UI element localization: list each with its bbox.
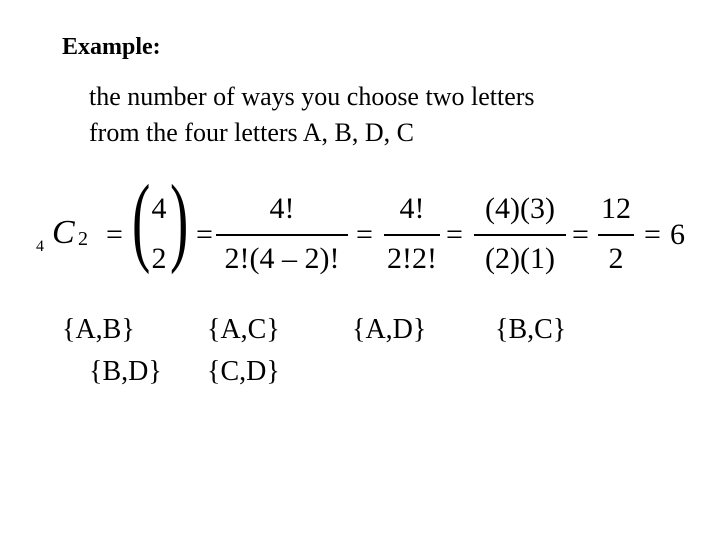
fraction-3-numerator: (4)(3) bbox=[485, 192, 555, 225]
combination-set: {B,C} bbox=[495, 314, 567, 345]
combination-set: {A,D} bbox=[352, 314, 427, 345]
binomial-right-paren: ) bbox=[170, 164, 189, 275]
formula-combination-letter: C bbox=[52, 214, 75, 251]
description-line-2: from the four letters A, B, D, C bbox=[89, 118, 414, 147]
fraction-4-denominator: 2 bbox=[608, 242, 624, 275]
binomial-top: 4 bbox=[151, 192, 167, 225]
example-heading: Example: bbox=[62, 34, 161, 60]
description-line-1: the number of ways you choose two letters bbox=[89, 82, 535, 111]
combination-set: {B,D} bbox=[89, 356, 162, 387]
combination-set: {C,D} bbox=[207, 356, 280, 387]
equals-sign: = bbox=[196, 218, 213, 251]
formula-pre-subscript: 4 bbox=[36, 238, 44, 255]
equals-sign: = bbox=[446, 218, 463, 251]
fraction-2-bar bbox=[384, 234, 440, 236]
equals-sign: = bbox=[356, 218, 373, 251]
fraction-3-bar bbox=[474, 234, 566, 236]
fraction-3-denominator: (2)(1) bbox=[485, 242, 555, 275]
binomial-left-paren: ( bbox=[132, 164, 151, 275]
fraction-4-numerator: 12 bbox=[601, 192, 631, 225]
equals-sign: = bbox=[106, 218, 123, 251]
fraction-1-denominator: 2!(4 – 2)! bbox=[224, 242, 340, 275]
fraction-1-bar bbox=[216, 234, 348, 236]
binomial-bottom: 2 bbox=[151, 242, 167, 275]
fraction-1-numerator: 4! bbox=[269, 192, 295, 225]
combination-set: {A,B} bbox=[62, 314, 135, 345]
combination-formula bbox=[34, 164, 714, 286]
fraction-2-denominator: 2!2! bbox=[387, 242, 437, 275]
equals-sign: = bbox=[644, 218, 661, 251]
equals-sign: = bbox=[572, 218, 589, 251]
fraction-4-bar bbox=[598, 234, 634, 236]
formula-post-subscript: 2 bbox=[78, 228, 88, 250]
combination-set: {A,C} bbox=[207, 314, 280, 345]
fraction-2-numerator: 4! bbox=[399, 192, 425, 225]
formula-result: 6 bbox=[670, 218, 685, 251]
